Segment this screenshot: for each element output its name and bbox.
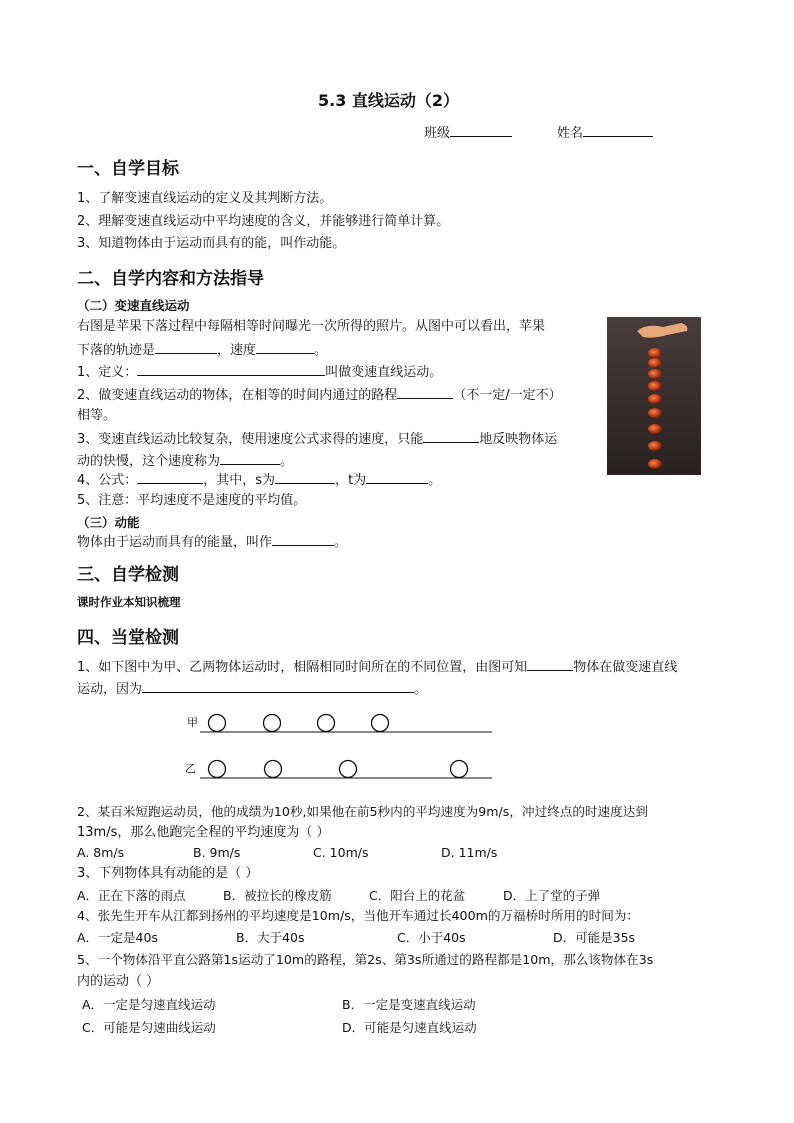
intro-line-2 [77,339,327,360]
class-field[interactable] [424,122,512,143]
definition-blank[interactable] [137,361,325,376]
question-3-line: 3、下列物体具有动能的是（ ） [77,866,259,881]
jia-position [372,715,389,732]
yi-position [209,761,226,778]
row-label-jia: 甲 [187,716,198,729]
speed-blank[interactable] [256,339,314,354]
roughly-blank[interactable] [423,428,479,443]
q5-option-d[interactable]: D．可能是匀速直线运动 [342,1020,477,1035]
text: 。 [314,343,328,358]
goal-item: 3、知道物体由于运动而具有的能，叫作动能。 [77,236,346,251]
text: 4、公式： [77,473,138,488]
subheading-kinetic-energy: （三）动能 [77,515,140,530]
text: （不一定/一定不） [453,388,562,403]
point-2-tail: 相等。 [77,408,117,423]
text: 物体由于运动而具有的能量，叫作 [77,535,273,550]
formula-blank[interactable] [137,469,203,484]
goal-item: 2、理解变速直线运动中平均速度的含义，并能够进行简单计算。 [77,214,450,229]
text: 下落的轨迹是 [77,343,156,358]
text: 运动，因为 [77,682,143,697]
point-3-line [77,428,557,449]
text: 3、变速直线运动比较复杂，使用速度公式求得的速度，只能 [77,432,424,447]
text: 。 [414,682,428,697]
name-label: 姓名 [557,126,584,141]
q5-option-a[interactable]: A．一定是匀速直线运动 [82,997,216,1012]
q3-option-c[interactable]: C．阳台上的花盆 [369,888,466,903]
note-line: 5、注意：平均速度不是速度的平均值。 [77,493,307,508]
average-speed-blank[interactable] [220,450,280,465]
motion-diagram [180,708,500,784]
text: 。 [280,454,294,469]
s-blank[interactable] [275,469,335,484]
definition-line [77,361,442,382]
yi-position [451,761,468,778]
q4-option-b[interactable]: B．大于40s [236,930,305,945]
q4-option-c[interactable]: C．小于40s [397,930,466,945]
subheading-variable-motion: （二）变速直线运动 [77,298,190,313]
q2-option-b[interactable]: B. 9m/s [193,845,241,860]
text: 。 [428,473,442,488]
q3-option-d[interactable]: D．上了堂的子弹 [503,888,601,903]
text: 物体在做变速直线 [573,660,678,675]
name-blank[interactable] [583,122,653,137]
text: ，速度 [217,343,257,358]
text: 1、如下图中为甲、乙两物体运动时，相隔相同时间所在的不同位置，由图可知 [77,660,528,675]
yi-position [265,761,282,778]
apple-photo-graphic [607,317,701,475]
text: 。 [334,535,348,550]
q2-option-a[interactable]: A. 8m/s [77,845,125,860]
q5-option-b[interactable]: B．一定是变速直线运动 [342,997,476,1012]
point-2-line [77,384,562,405]
text: ，其中，s为 [203,473,276,488]
text: 叫做变速直线运动。 [325,365,443,380]
t-blank[interactable] [366,469,428,484]
point-3-tail [77,450,293,471]
section-heading-classtest: 四、当堂检测 [77,628,179,648]
class-label: 班级 [424,126,451,141]
section-heading-selfcheck: 三、自学检测 [77,565,179,585]
q4-option-a[interactable]: A．一定是40s [77,930,158,945]
class-blank[interactable] [450,122,512,137]
text: 地反映物体运 [479,432,558,447]
row-label-yi: 乙 [185,762,196,775]
question-2-line: 2、某百米短跑运动员，他的成绩为10秒,如果他在前5秒内的平均速度为9m/s，冲过终点的时速度达到 [77,804,648,819]
question-1-line-2 [77,678,427,699]
section-heading-content: 二、自学内容和方法指导 [77,269,264,289]
object-blank[interactable] [527,656,573,671]
name-field[interactable] [557,122,653,143]
distance-blank[interactable] [397,384,453,399]
selfcheck-note: 课时作业本知识梳理 [77,595,181,609]
kinetic-energy-line [77,531,347,552]
jia-position [264,715,281,732]
text: 1、定义： [77,365,138,380]
q5-option-c[interactable]: C．可能是匀速曲线运动 [82,1020,216,1035]
text: ，t为 [335,473,367,488]
q3-option-b[interactable]: B．被拉长的橡皮筋 [223,888,332,903]
reason-blank[interactable] [142,678,414,693]
q3-option-a[interactable]: A．正在下落的雨点 [77,888,186,903]
section-heading-goals: 一、自学目标 [77,159,179,179]
q2-option-d[interactable]: D. 11m/s [441,845,498,860]
question-4-line: 4、张先生开车从江都到扬州的平均速度是10m/s，当他开车通过长400m的万福桥时所用的时间为： [77,908,639,923]
text: 动的快慢，这个速度称为 [77,454,221,469]
jia-position [318,715,335,732]
question-5-line-2: 内的运动（ ） [77,974,160,989]
jia-position [209,715,226,732]
formula-line [77,469,441,490]
trajectory-blank[interactable] [155,339,217,354]
falling-apple-photo [607,317,701,475]
goal-item: 1、了解变速直线运动的定义及其判断方法。 [77,191,333,206]
question-1-line [77,656,677,677]
intro-line: 右图是苹果下落过程中每隔相等时间曝光一次所得的照片。从图中可以看出，苹果 [77,319,546,334]
page-title: 5.3 直线运动（2） [318,91,460,110]
kinetic-energy-blank[interactable] [272,531,334,546]
question-5-line: 5、一个物体沿平直公路第1s运动了10m的路程，第2s、第3s所通过的路程都是10m，那么该物体在3s [77,952,654,967]
question-2-line-2: 13m/s，那么他跑完全程的平均速度为（ ） [77,825,330,840]
q4-option-d[interactable]: D．可能是35s [553,930,636,945]
yi-position [340,761,357,778]
text: 2、做变速直线运动的物体，在相等的时间内通过的路程 [77,388,398,403]
q2-option-c[interactable]: C. 10m/s [313,845,369,860]
